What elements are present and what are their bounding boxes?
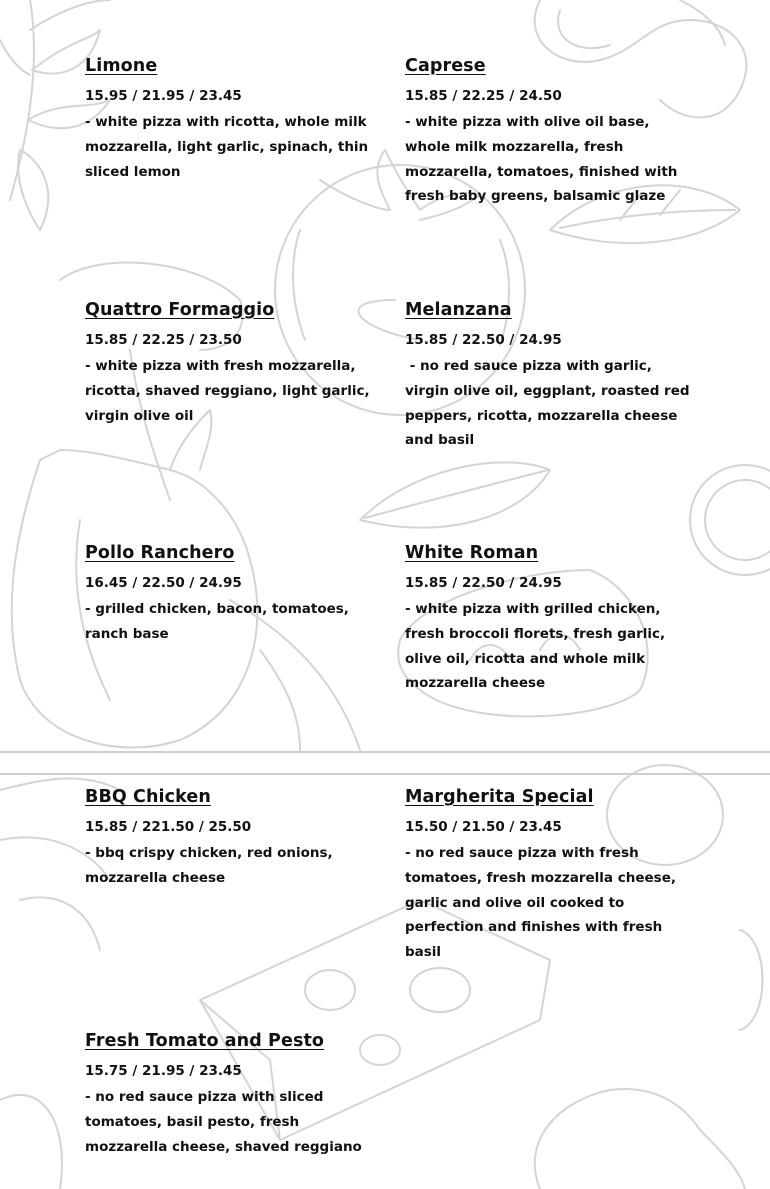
item-description: - white pizza with grilled chicken, fresh broccoli florets, fresh garlic, olive oil, ricotta and whole milk mozzarella cheese (405, 601, 670, 692)
item-name: Fresh Tomato and Pesto (85, 1031, 325, 1051)
menu-item-fresh-tomato-and-pesto (85, 1030, 370, 1159)
menu-item-caprese (405, 55, 695, 209)
item-prices: 15.85 / 221.50 / 25.50 (85, 819, 252, 835)
item-name: BBQ Chicken (85, 787, 211, 807)
item-name: Pollo Ranchero (85, 543, 235, 563)
item-description: - white pizza with ricotta, whole milk mozzarella, light garlic, spinach, thin sliced lemon (85, 114, 373, 180)
menu-item-bbq-chicken (85, 786, 370, 891)
item-name: Limone (85, 56, 158, 76)
item-description: - grilled chicken, bacon, tomatoes, ranch base (85, 601, 354, 642)
item-description: - bbq crispy chicken, red onions, mozzarella cheese (85, 845, 338, 886)
menu-item-pollo-ranchero (85, 542, 370, 647)
item-prices: 15.85 / 22.25 / 23.50 (85, 332, 242, 348)
menu-item-limone (85, 55, 373, 184)
item-prices: 15.50 / 21.50 / 23.45 (405, 819, 562, 835)
item-description: - no red sauce pizza with fresh tomatoes, fresh mozzarella cheese, garlic and olive oil cooked to perfection and finishes with fresh basil (405, 845, 681, 961)
item-name: Melanzana (405, 300, 512, 320)
item-prices: 15.95 / 21.95 / 23.45 (85, 88, 242, 104)
item-description: - no red sauce pizza with garlic, virgin olive oil, eggplant, roasted red peppers, ricotta, mozzarella cheese and basil (405, 358, 695, 449)
item-prices: 15.85 / 22.50 / 24.95 (405, 575, 562, 591)
menu-item-white-roman (405, 542, 695, 696)
item-name: Caprese (405, 56, 486, 76)
leaf-illustration (360, 462, 550, 527)
item-prices: 16.45 / 22.50 / 24.95 (85, 575, 242, 591)
leaf-bottom-illustration (0, 1095, 62, 1189)
section-divider-bottom (0, 773, 770, 775)
menu-item-margherita-special (405, 786, 695, 965)
onion-slice-illustration (690, 465, 770, 575)
item-name: Margherita Special (405, 787, 594, 807)
menu-item-melanzana (405, 299, 695, 453)
item-description: - no red sauce pizza with sliced tomatoes, basil pesto, fresh mozzarella cheese, shaved reggiano (85, 1089, 362, 1155)
item-description: - white pizza with fresh mozzarella, ricotta, shaved reggiano, light garlic, virgin olive oil (85, 358, 375, 424)
section-divider-top (0, 751, 770, 753)
item-prices: 15.75 / 21.95 / 23.45 (85, 1063, 242, 1079)
item-name: White Roman (405, 543, 539, 563)
menu-item-quattro-formaggio (85, 299, 375, 428)
pepper-bottom-illustration (535, 930, 763, 1189)
item-prices: 15.85 / 22.25 / 24.50 (405, 88, 562, 104)
item-prices: 15.85 / 22.50 / 24.95 (405, 332, 562, 348)
item-description: - white pizza with olive oil base, whole milk mozzarella, fresh mozzarella, tomatoes, finished with fresh baby greens, balsamic glaze (405, 114, 683, 205)
item-name: Quattro Formaggio (85, 300, 275, 320)
